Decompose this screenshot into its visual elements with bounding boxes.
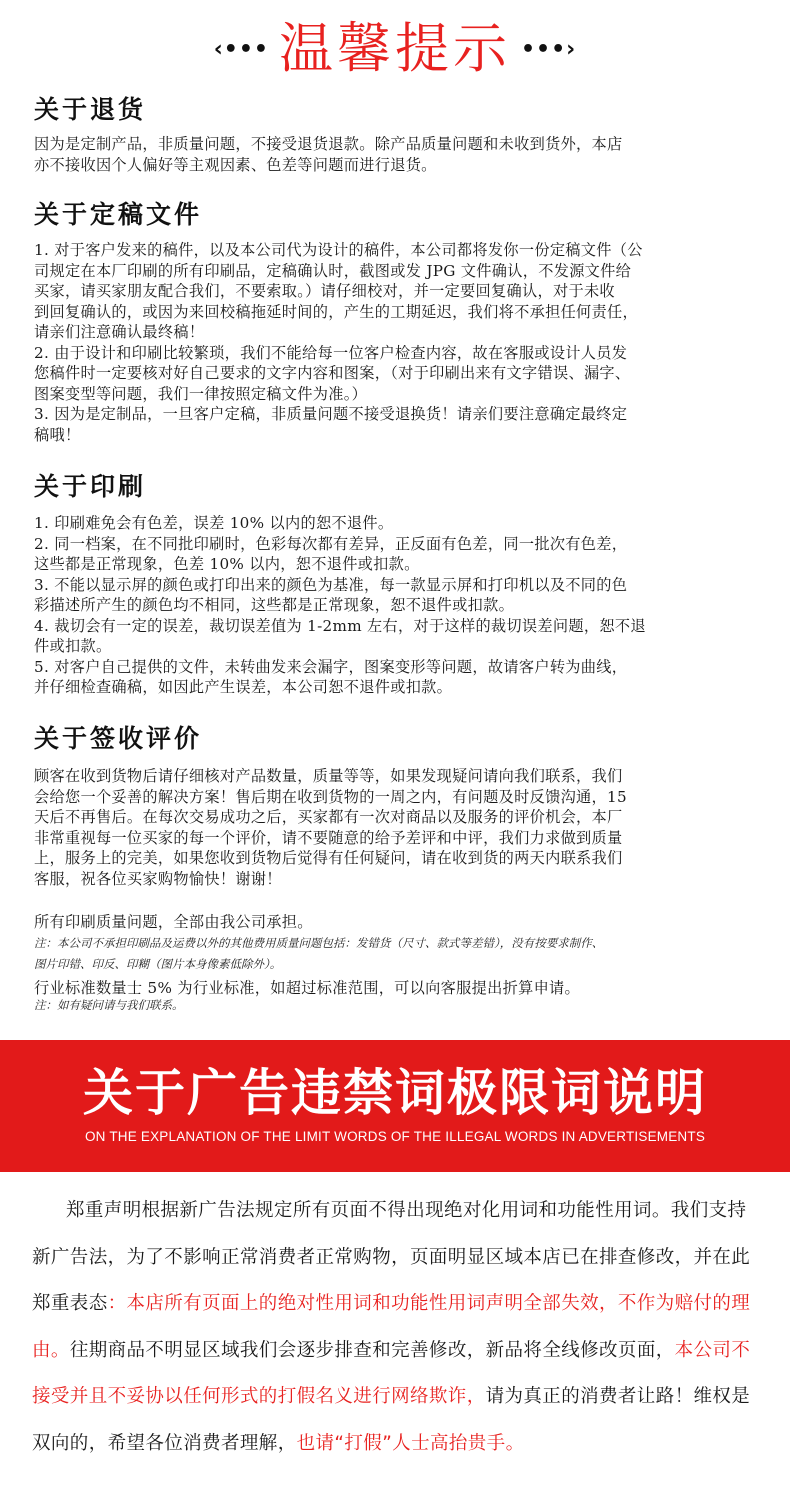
note-contact: 注：如有疑问请与我们联系。: [34, 998, 184, 1012]
section-printing: [34, 470, 756, 698]
declaration-text: 郑重声明根据新广告法规定所有页面不得出现绝对化用词和功能性用词。我们支持新广告法，为了不影响正常消费者正常购物，页面明显区域本店已在排查修改，并在此郑重表态: [32, 1200, 751, 1314]
section-body: 因为是定制产品，非质量问题，不接受退货退款。除产品质量问题和未收到货外，本店 亦不接收因个人偏好等主观因素、色差等问题而进行退货。: [34, 135, 623, 174]
declaration-highlight: 也请“打假”人士高抬贵手。: [296, 1432, 525, 1454]
industry-standard: 行业标准数量士 5% 为行业标准，如超过标准范围，可以向客服提出折算申请。: [34, 978, 581, 997]
banner-subtitle: ON THE EXPLANATION OF THE LIMIT WORDS OF THE ILLEGAL WORDS IN ADVERTISEMENTS: [84, 1129, 706, 1144]
declaration-text: 请为真正的消费者让路！维权是双向的，希望各位消费者理解，: [32, 1386, 751, 1454]
page-header: [0, 14, 790, 84]
declaration-text: 往期商品不明显区域我们会逐步排查和完善修改，新品将全线修改页面，: [69, 1339, 675, 1361]
quality-statement: 所有印刷质量问题，全部由我公司承担。: [34, 913, 313, 931]
section-heading: 关于签收评价: [34, 724, 203, 753]
section-body: 顾客在收到货物后请仔细核对产品数量，质量等等，如果发现疑问请向我们联系，我们 会给您一个妥善的解决方案！售后期在收到货物的一周之内，有问题及时反馈沟通，15 天后不再售后。在每次交易成功之后，买家都有一次对商品以及服务的评价机会，本厂 非常重视每一位买家的每一个评价，请不要随意的给予差评和中评，我们力求做到质量 上，服务上的完美，如果您收到货物后觉得有任何疑问，请在收到货的两天内联系我们 客服，祝各位买家购物愉快！谢谢！: [34, 767, 627, 888]
declaration-highlight: 本公司不接受并且不妥协以任何形式的打假名义进行网络欺诈，: [32, 1339, 751, 1407]
title-decoration-right: •••›: [521, 36, 577, 62]
section-returns: [34, 93, 756, 175]
section-body: 1. 印刷难免会有色差，误差 10% 以内的恕不退件。 2. 同一档案，在不同批印刷时，色彩每次都有差异，正反面有色差，同一批次有色差， 这些都是正常现象，色差 10% 以内，恕不退件或扣款。 3. 不能以显示屏的颜色或打印出来的颜色为基准，每一款显示屏和打印机以及不同的色 彩描述所产生的颜色均不相同，这些都是正常现象，恕不退件或扣款。 4. 裁切会有一定的误差，裁切误差值为 1-2mm 左右，对于这样的裁切误差问题，恕不退 件或扣款。 5. 对客户自己提供的文件，未转曲发来会漏字，图案变形等问题，故请客户转为曲线， 并仔细检查确稿，如因此产生误差，本公司恕不退件或扣款。: [34, 514, 646, 696]
banner-title: 关于广告违禁词极限词说明: [83, 1064, 707, 1122]
title-decoration-left: ‹•••: [213, 36, 269, 62]
page-title: 温馨提示: [279, 17, 511, 80]
section-body: 1. 对于客户发来的稿件，以及本公司代为设计的稿件，本公司都将发你一份定稿文件（公 司规定在本厂印刷的所有印刷品，定稿确认时，截图或发 JPG 文件确认，不发源文件给 买家，请买家朋友配合我们，不要索取。）请仔细校对，并一定要回复确认，对于未收 到回复确认的，或因为来回校稿拖延时间的，产生的工期延迟，我们将不承担任何责任， 请亲们注意确认最终稿！ 2. 由于设计和印刷比较繁琐，我们不能给每一位客户检查内容，故在客服或设计人员发 您稿件时一定要核对好自己要求的文字内容和图案，（对于印刷出来有文字错误、漏字、 图案变型等问题，我们一律按照定稿文件为准。） 3. 因为是定制品，一旦客户定稿，非质量问题不接受退换货！请亲们要注意确定最终定 稿哦！: [34, 241, 643, 444]
notes-block: [34, 912, 756, 1013]
section-heading: 关于退货: [34, 95, 147, 124]
note-exclusions: 注：本公司不承担印刷品及运费以外的其他费用质量问题包括：发错货（尺寸、款式等差错），没有按要求制作、 图片印错、印反、印糊（图片本身像素低除外）。: [34, 935, 604, 971]
section-heading: 关于定稿文件: [34, 200, 203, 229]
declaration-highlight: ：本店所有页面上的绝对性用词和功能性用词声明全部失效，不作为赔付的理由。: [32, 1293, 751, 1361]
section-proof-files: [34, 198, 756, 445]
declaration-paragraph: [32, 1188, 760, 1467]
section-heading: 关于印刷: [34, 472, 147, 501]
section-receipt-review: [34, 722, 756, 889]
advertising-law-banner: [0, 1040, 790, 1172]
